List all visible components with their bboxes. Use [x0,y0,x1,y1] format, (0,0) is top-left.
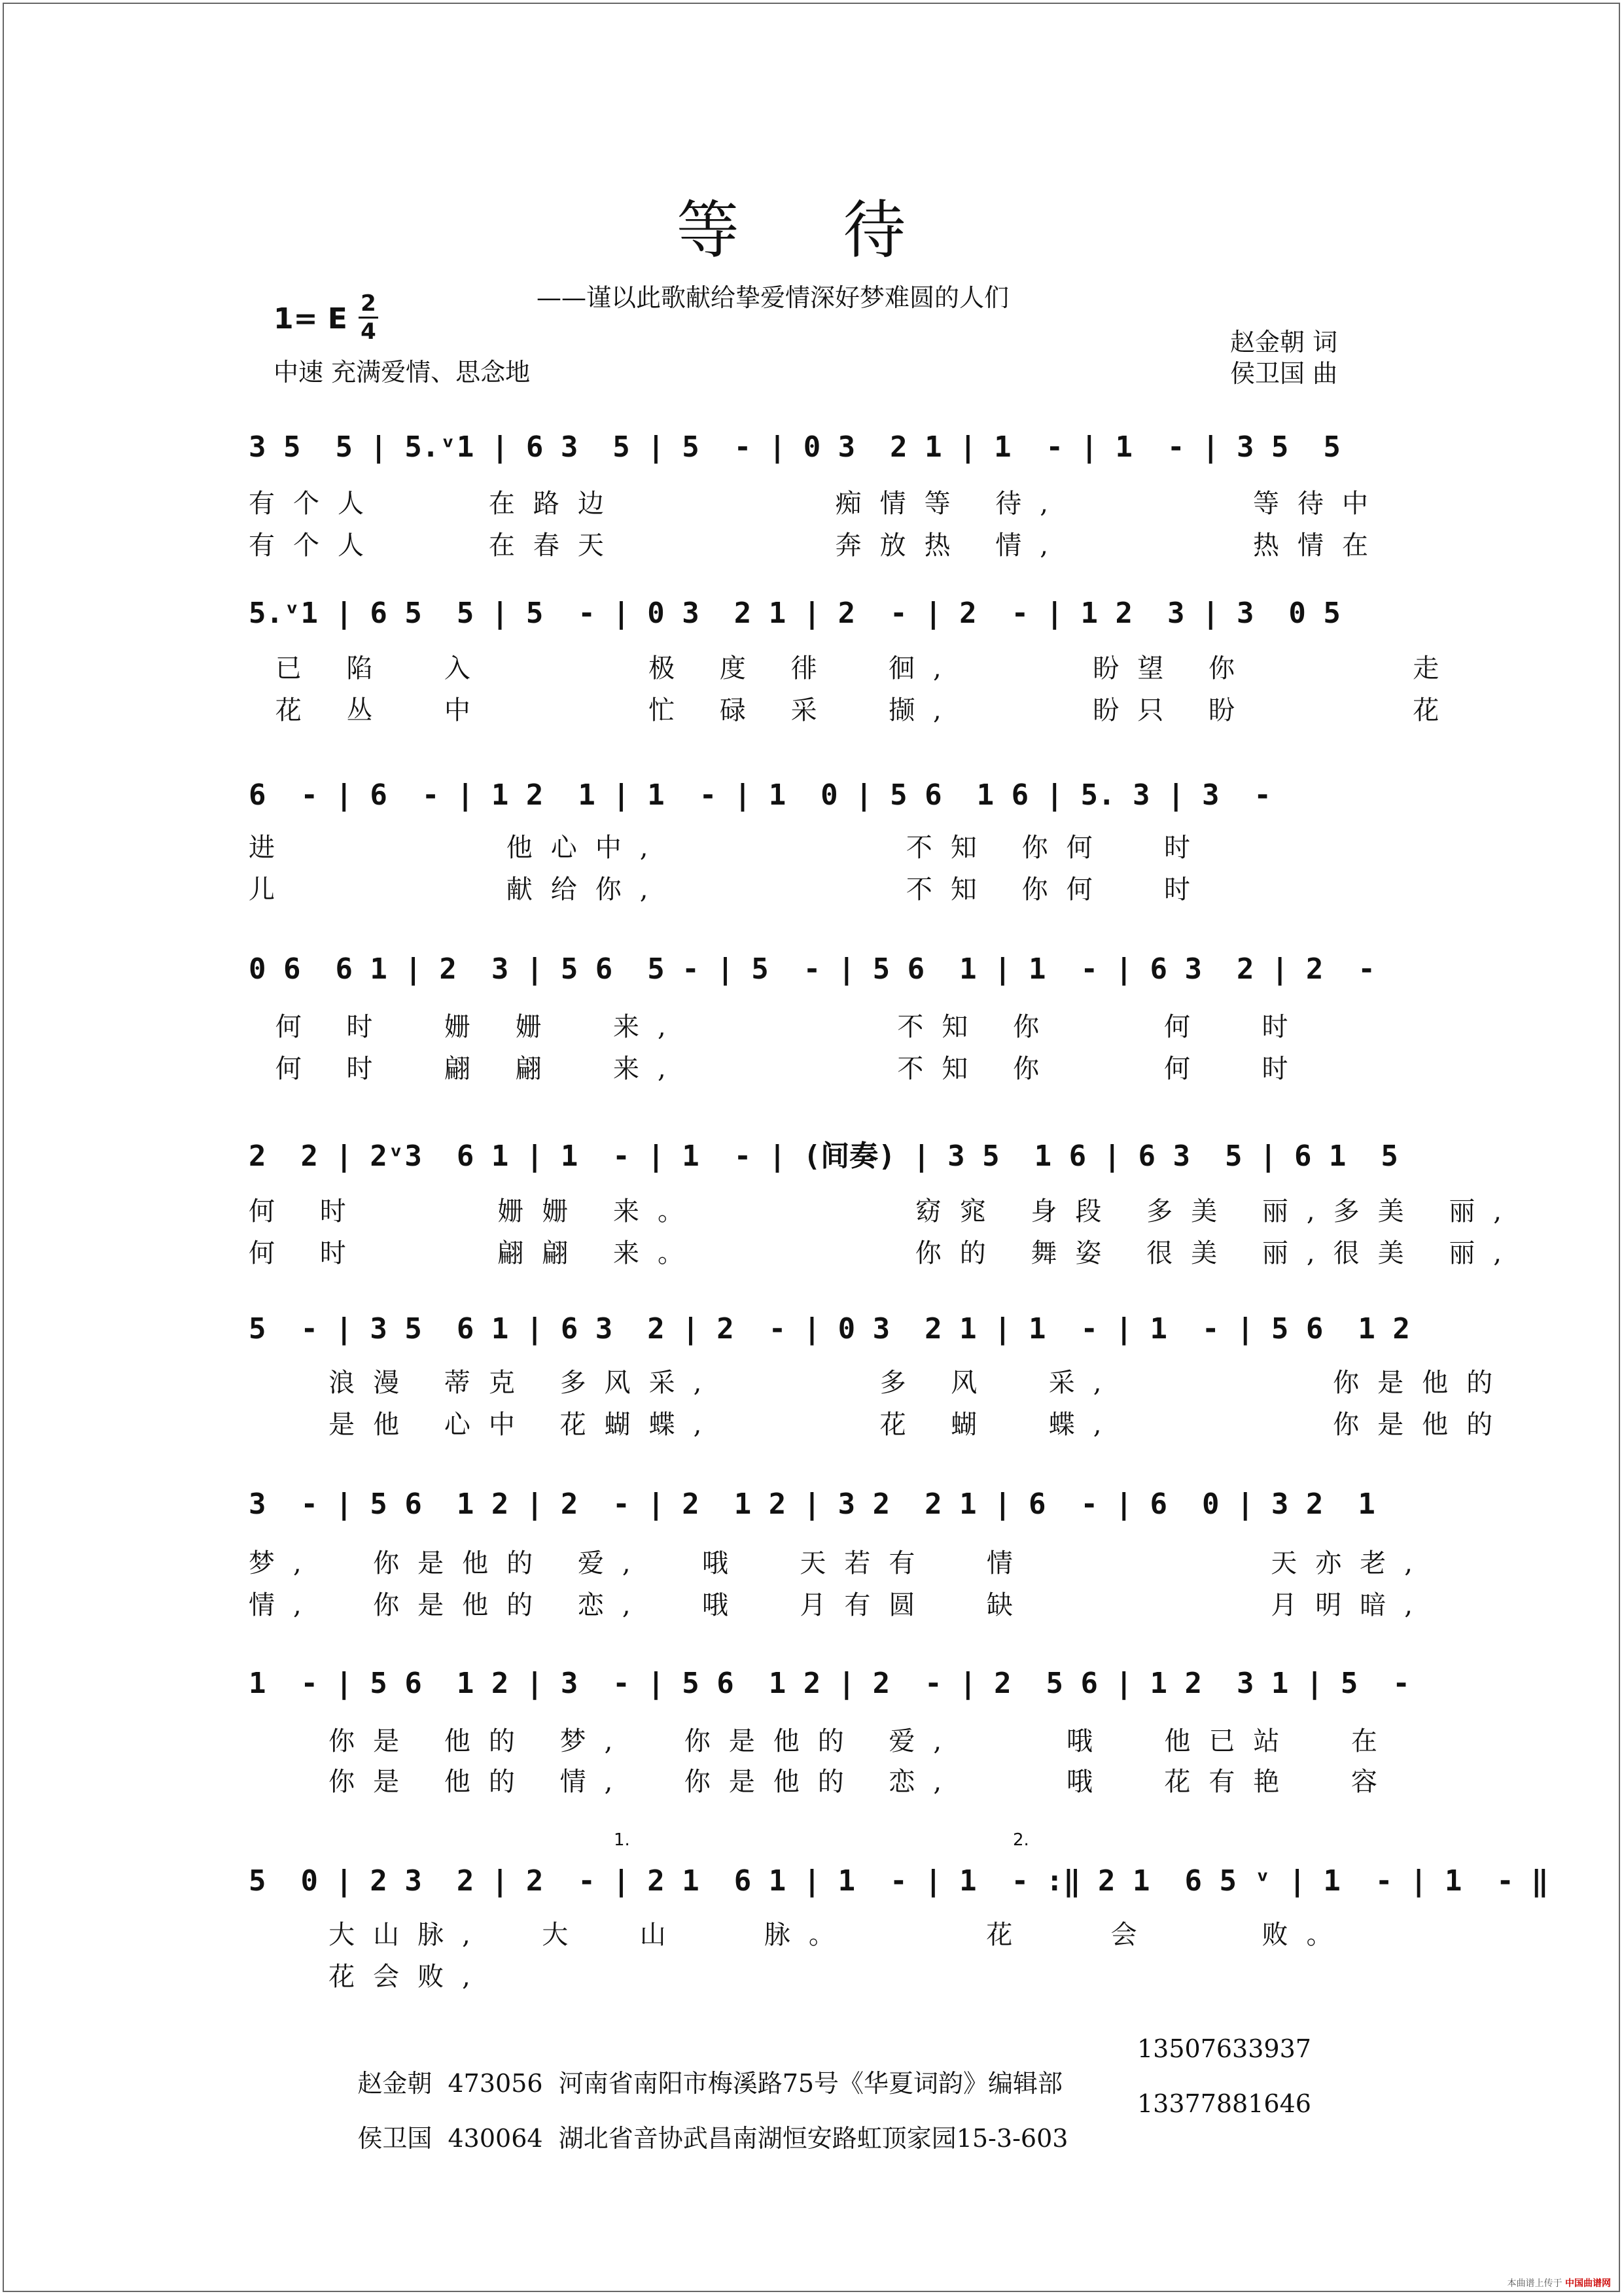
notation-line: 2 2 | 2ᵛ3 6 1 | 1 - | 1 - | (间奏) | 3 5 1 6 | 6 3 5 | 6 1 5 [249,1139,1398,1173]
tempo-marking: 中速 充满爱情、思念地 [274,358,531,387]
lyric-verse-1: 已 陷 入 极 度 徘 徊, 盼望 你 走 [249,653,1458,684]
lyric-verse-2: 何 时 翩 翩 来, 不知 你 何 时 [249,1054,1307,1084]
time-signature [359,292,378,343]
lyric-verse-2: 花 丛 中 忙 碌 采 撷, 盼只 盼 花 [249,695,1458,725]
lyric-verse-2: 情, 你是他的 恋, 哦 月有圆 缺 月明暗, [249,1590,1432,1620]
notation-line: 1 - | 5 6 1 2 | 3 - | 5 6 1 2 | 2 - | 2 5 6 | 1 2 3 1 | 5 - [249,1667,1410,1700]
dedication-subtitle: ——谨以此歌献给挚爱情深好梦难圆的人们 [537,283,1010,312]
composer-credit: 侯卫国 曲 [1230,359,1338,388]
site-watermark [1508,2276,1611,2289]
lyric-verse-2: 是他 心中 花蝴蝶, 花 蝴 蝶, 你是他的 [249,1410,1511,1440]
notation-line: 5 0 | 2 3 2 | 2 - | 2 1 6 1 | 1 - | 1 - :‖ 2 1 6 5 ᵛ | 1 - | 1 - ‖ [249,1864,1549,1898]
lyric-verse-2: 有个人 在春天 奔放热 情, 热情在 [249,531,1387,561]
lyric-verse-1: 梦, 你是他的 爱, 哦 天若有 情 天亦老, [249,1548,1432,1578]
lyric-verse-2: 儿 献给你, 不知 你何 时 [249,875,1209,905]
notation-line: 5 - | 3 5 6 1 | 6 3 2 | 2 - | 0 3 2 1 | 1 - | 1 - | 5 6 1 2 [249,1312,1410,1346]
meter-top: 2 [361,290,376,317]
first-ending-mark: 1. [614,1830,630,1850]
key-signature: 1= E [274,302,347,336]
notation-line: 6 - | 6 - | 1 2 1 | 1 - | 1 0 | 5 6 1 6 | 5. 3 | 3 - [249,778,1271,812]
contact-details: 赵金朝 473056 河南省南阳市梅溪路75号《华夏词韵》编辑部 [357,2069,1063,2098]
notation-line: 3 - | 5 6 1 2 | 2 - | 2 1 2 | 3 2 2 1 | 6 - | 6 0 | 3 2 1 [249,1487,1375,1521]
song-title: 等 待 [676,194,948,267]
lyricist-credit: 赵金朝 词 [1230,328,1338,357]
meter-bottom: 4 [361,319,376,345]
lyric-verse-1: 进 他心中, 不知 你何 时 [249,833,1209,863]
lyric-verse-2: 何 时 翩翩 来。 你的 舞姿 很美 丽,很美 丽, [249,1238,1521,1268]
contact-phone: 13377881646 [1137,2089,1311,2118]
lyric-verse-1: 浪漫 蒂克 多风采, 多 风 采, 你是他的 [249,1368,1511,1398]
lyric-verse-1: 有个人 在路边 痴情等 待, 等待中 [249,489,1387,519]
notation-line: 0 6 6 1 | 2 3 | 5 6 5 - | 5 - | 5 6 1 | 1 - | 6 3 2 | 2 - [249,952,1375,986]
lyric-verse-1: 大山脉, 大 山 脉。 花 会 败。 [249,1920,1351,1950]
notation-line: 3 5 5 | 5.ᵛ1 | 6 3 5 | 5 - | 0 3 2 1 | 1 - | 1 - | 3 5 5 [249,430,1341,464]
notation-line: 5.ᵛ1 | 6 5 5 | 5 - | 0 3 2 1 | 2 - | 2 - | 1 2 3 | 3 0 5 [249,597,1341,630]
contact-phone: 13507633937 [1137,2034,1311,2063]
watermark-brand: 中国曲谱网 [1565,2278,1611,2289]
second-ending-mark: 2. [1013,1830,1029,1850]
lyric-verse-1: 你是 他的 梦, 你是他的 爱, 哦 他已站 在 [249,1726,1396,1756]
contact-composer [326,2089,1311,2212]
lyric-verse-1: 何 时 姗姗 来。 窈窕 身段 多美 丽,多美 丽, [249,1196,1521,1226]
contact-details: 侯卫国 430064 湖北省音协武昌南湖恒安路虹顶家园15-3-603 [357,2124,1068,2153]
lyric-verse-2: 你是 他的 情, 你是他的 恋, 哦 花有艳 容 [249,1767,1396,1797]
lyric-verse-1: 何 时 姗 姗 来, 不知 你 何 时 [249,1012,1307,1042]
watermark-note: 本曲谱上传于 [1507,2278,1562,2289]
lyric-verse-2: 花会败, [249,1962,489,1992]
